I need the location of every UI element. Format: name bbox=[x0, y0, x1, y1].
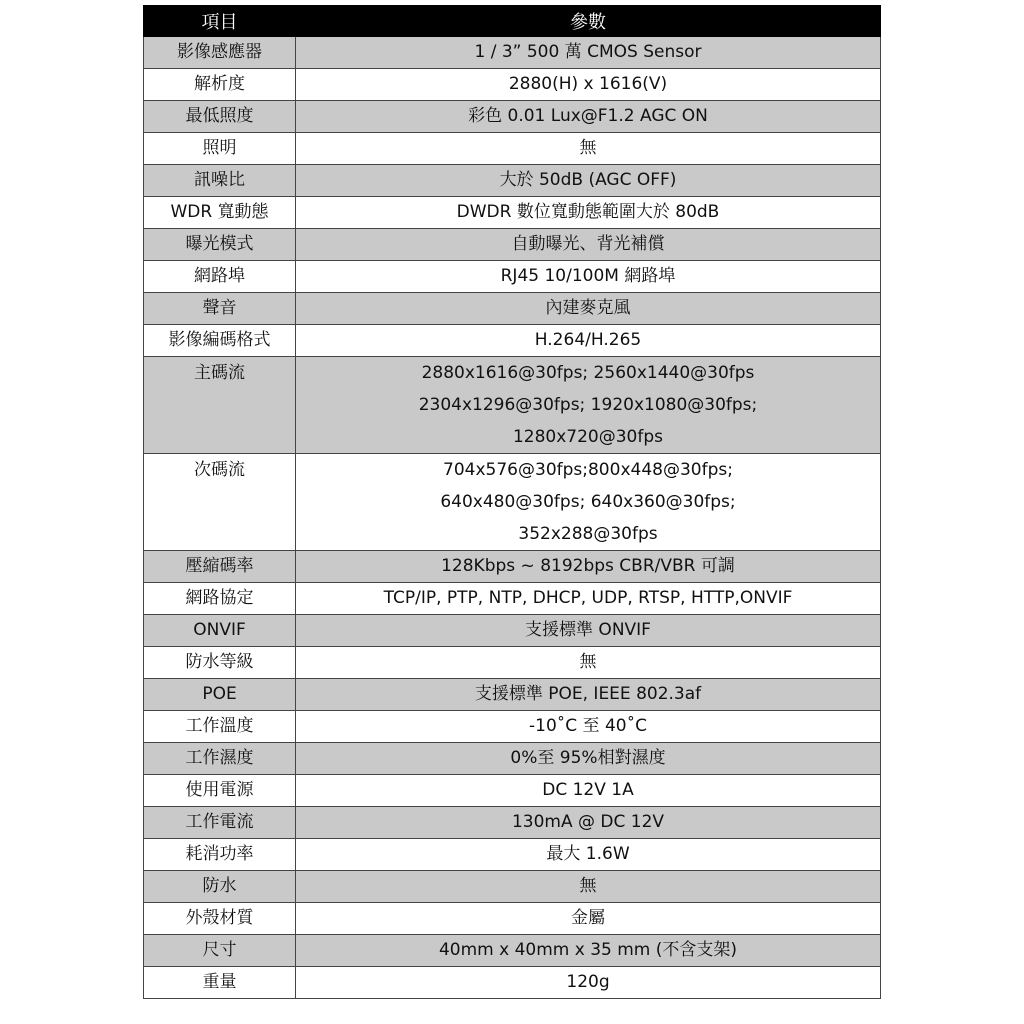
row-value: 彩色 0.01 Lux@F1.2 AGC ON bbox=[296, 101, 881, 133]
row-label: 次碼流 bbox=[144, 454, 296, 551]
row-value: 支援標準 ONVIF bbox=[296, 615, 881, 647]
row-value: 2880(H) x 1616(V) bbox=[296, 69, 881, 101]
table-row bbox=[144, 165, 881, 197]
row-label: 聲音 bbox=[144, 293, 296, 325]
row-label: 耗消功率 bbox=[144, 839, 296, 871]
table-row bbox=[144, 37, 881, 69]
row-label: 主碼流 bbox=[144, 357, 296, 454]
row-label: 網路協定 bbox=[144, 583, 296, 615]
row-label: 影像感應器 bbox=[144, 37, 296, 69]
table-row bbox=[144, 647, 881, 679]
header-item: 項目 bbox=[144, 6, 296, 37]
row-value: 130mA @ DC 12V bbox=[296, 807, 881, 839]
table-row bbox=[144, 935, 881, 967]
value-line: 640x480@30fps; 640x360@30fps; bbox=[440, 492, 736, 512]
row-value: 支援標準 POE, IEEE 802.3af bbox=[296, 679, 881, 711]
row-value bbox=[296, 454, 881, 551]
table-row bbox=[144, 775, 881, 807]
row-label: 壓縮碼率 bbox=[144, 551, 296, 583]
row-value bbox=[296, 357, 881, 454]
row-value: 自動曝光、背光補償 bbox=[296, 229, 881, 261]
row-value: -10˚C 至 40˚C bbox=[296, 711, 881, 743]
table-row bbox=[144, 261, 881, 293]
row-label: 訊噪比 bbox=[144, 165, 296, 197]
row-value: RJ45 10/100M 網路埠 bbox=[296, 261, 881, 293]
row-label: 尺寸 bbox=[144, 935, 296, 967]
table-row bbox=[144, 325, 881, 357]
table-row bbox=[144, 583, 881, 615]
row-label: 照明 bbox=[144, 133, 296, 165]
row-label: 防水等級 bbox=[144, 647, 296, 679]
row-label: 曝光模式 bbox=[144, 229, 296, 261]
row-value: TCP/IP, PTP, NTP, DHCP, UDP, RTSP, HTTP,ONVIF bbox=[296, 583, 881, 615]
row-label: WDR 寬動態 bbox=[144, 197, 296, 229]
row-value: 最大 1.6W bbox=[296, 839, 881, 871]
row-label: 外殼材質 bbox=[144, 903, 296, 935]
row-value: 大於 50dB (AGC OFF) bbox=[296, 165, 881, 197]
row-label: 最低照度 bbox=[144, 101, 296, 133]
row-value: H.264/H.265 bbox=[296, 325, 881, 357]
table-row bbox=[144, 679, 881, 711]
row-value: 內建麥克風 bbox=[296, 293, 881, 325]
row-value: 120g bbox=[296, 967, 881, 999]
table-row bbox=[144, 357, 881, 454]
table-row bbox=[144, 454, 881, 551]
row-label: 工作溫度 bbox=[144, 711, 296, 743]
table-row bbox=[144, 197, 881, 229]
row-label: 防水 bbox=[144, 871, 296, 903]
row-value: 無 bbox=[296, 133, 881, 165]
row-value: DC 12V 1A bbox=[296, 775, 881, 807]
row-value: 0%至 95%相對濕度 bbox=[296, 743, 881, 775]
row-label: 使用電源 bbox=[144, 775, 296, 807]
value-line: 2880x1616@30fps; 2560x1440@30fps bbox=[421, 363, 755, 383]
table-row bbox=[144, 711, 881, 743]
table-header-row bbox=[144, 6, 881, 37]
row-label: 解析度 bbox=[144, 69, 296, 101]
table-row bbox=[144, 807, 881, 839]
table-row bbox=[144, 133, 881, 165]
row-value: 40mm x 40mm x 35 mm (不含支架) bbox=[296, 935, 881, 967]
row-label: POE bbox=[144, 679, 296, 711]
row-value: 1 / 3” 500 萬 CMOS Sensor bbox=[296, 37, 881, 69]
header-param: 參數 bbox=[296, 6, 881, 37]
value-line: 1280x720@30fps bbox=[512, 427, 664, 447]
table-row bbox=[144, 743, 881, 775]
table-row bbox=[144, 229, 881, 261]
table-row bbox=[144, 839, 881, 871]
value-line: 704x576@30fps;800x448@30fps; bbox=[443, 460, 733, 480]
row-label: 網路埠 bbox=[144, 261, 296, 293]
row-label: ONVIF bbox=[144, 615, 296, 647]
row-value: 無 bbox=[296, 871, 881, 903]
row-label: 工作電流 bbox=[144, 807, 296, 839]
row-value: 無 bbox=[296, 647, 881, 679]
table-row bbox=[144, 101, 881, 133]
value-line: 352x288@30fps bbox=[518, 524, 658, 544]
table-row bbox=[144, 293, 881, 325]
row-value: DWDR 數位寬動態範圍大於 80dB bbox=[296, 197, 881, 229]
table-row bbox=[144, 903, 881, 935]
row-label: 重量 bbox=[144, 967, 296, 999]
row-value: 128Kbps ~ 8192bps CBR/VBR 可調 bbox=[296, 551, 881, 583]
table-row bbox=[144, 69, 881, 101]
spec-table bbox=[143, 5, 881, 999]
table-row bbox=[144, 551, 881, 583]
value-line: 2304x1296@30fps; 1920x1080@30fps; bbox=[418, 395, 758, 415]
row-value: 金屬 bbox=[296, 903, 881, 935]
table-row bbox=[144, 615, 881, 647]
row-label: 工作濕度 bbox=[144, 743, 296, 775]
table-row bbox=[144, 967, 881, 999]
table-row bbox=[144, 871, 881, 903]
row-label: 影像編碼格式 bbox=[144, 325, 296, 357]
